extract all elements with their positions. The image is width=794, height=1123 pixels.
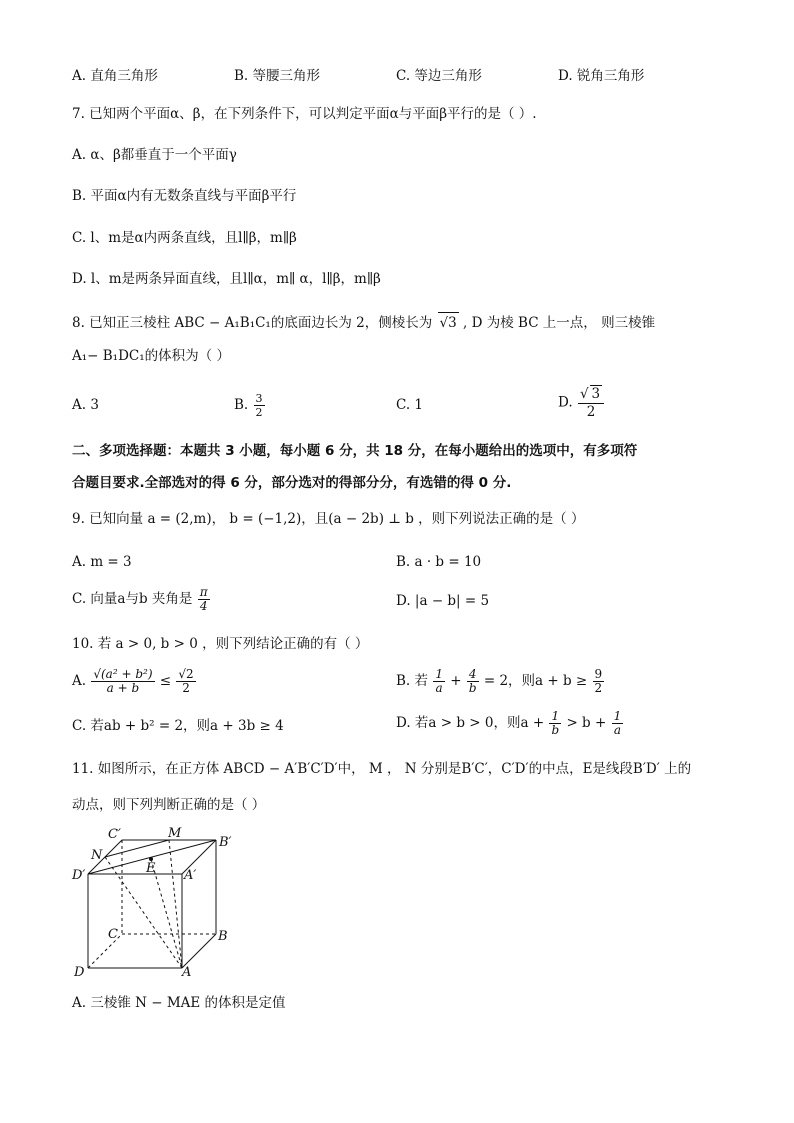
label-c1: C′ bbox=[108, 827, 121, 842]
q9-option-d: D. |a − b| = 5 bbox=[396, 593, 490, 609]
label-b: B bbox=[218, 929, 228, 944]
fraction-numerator: 1 bbox=[613, 709, 622, 723]
fraction-denominator: a bbox=[613, 723, 621, 737]
q8-option-a: A. 3 bbox=[72, 397, 99, 413]
segment-e-a bbox=[151, 859, 182, 968]
q8-stem-part2: , D 为棱 BC 上一点， 则三棱锥 bbox=[463, 315, 656, 331]
label-d1: D′ bbox=[72, 868, 86, 883]
q10-option-d bbox=[396, 710, 624, 737]
fraction-denominator: 2 bbox=[594, 681, 603, 695]
q7-option-a: A. α、β都垂直于一个平面γ bbox=[72, 147, 237, 163]
fraction-denominator: 4 bbox=[199, 599, 208, 613]
q6-option-b: B. 等腰三角形 bbox=[234, 68, 321, 84]
q9-option-c bbox=[72, 586, 211, 613]
fraction-denominator: b bbox=[468, 681, 477, 695]
label-b1: B′ bbox=[219, 835, 232, 850]
fraction-numerator: √ 3 bbox=[578, 385, 604, 404]
label-n: N bbox=[91, 848, 103, 863]
q10-option-b-label: B. 若 bbox=[396, 673, 429, 689]
label-c: C bbox=[108, 927, 118, 942]
segment-n-m bbox=[105, 840, 169, 857]
q9-stem: 9. 已知向量 a = (2,m)， b = (−1,2)，且(a − 2b) ⊥ b ，则下列说法正确的是（ ） bbox=[72, 511, 585, 527]
q10-option-b-frac3 bbox=[593, 668, 605, 695]
q8-option-b-label: B. bbox=[234, 397, 249, 413]
label-a: A bbox=[182, 965, 192, 980]
q9-option-b: B. a · b = 10 bbox=[396, 554, 482, 570]
q8-option-c: C. 1 bbox=[396, 397, 424, 413]
fraction-denominator: a + b bbox=[106, 681, 140, 695]
q10-option-a-frac2 bbox=[176, 668, 195, 695]
q10-option-d-label: D. 若a > b > 0，则a + bbox=[396, 715, 545, 731]
fraction-numerator: 4 bbox=[467, 668, 479, 682]
q9-option-c-fraction bbox=[198, 586, 210, 613]
q10-stem: 10. 若 a > 0, b > 0 ，则下列结论正确的有（ ） bbox=[72, 636, 369, 652]
fraction-denominator: 2 bbox=[255, 406, 263, 419]
q9-option-a: A. m = 3 bbox=[72, 554, 132, 570]
q10-option-b-plus: + bbox=[450, 673, 462, 689]
q8-sqrt: √3 bbox=[438, 312, 459, 333]
fraction-numerator: 1 bbox=[435, 667, 443, 681]
edge-a-b bbox=[182, 934, 216, 968]
q10-option-d-frac2 bbox=[612, 710, 624, 737]
section2-header-line1: 二、多项选择题：本题共 3 小题，每小题 6 分，共 18 分，在每小题给出的选项中，有多项符 bbox=[72, 443, 638, 459]
label-a1: A′ bbox=[184, 868, 197, 883]
fraction-denominator: b bbox=[551, 723, 560, 737]
q10-option-b-frac2 bbox=[467, 668, 479, 695]
cube-diagram bbox=[66, 824, 246, 984]
section2-header-line2: 合题目要求.全部选对的得 6 分，部分选对的得部分分，有选错的得 0 分. bbox=[72, 475, 512, 491]
label-m: M bbox=[168, 826, 182, 841]
q9-option-c-text: C. 向量a与b 夹角是 bbox=[72, 591, 193, 607]
q8-option-d bbox=[558, 385, 605, 421]
fraction-denominator: a bbox=[435, 681, 443, 695]
fraction-numerator: √2 bbox=[178, 667, 194, 681]
q10-option-a-relation: ≤ bbox=[159, 673, 172, 689]
fraction-denominator: 2 bbox=[182, 681, 190, 695]
q8-stem-part1: 8. 已知正三棱柱 ABC − A₁B₁C₁的底面边长为 2，侧棱长为 bbox=[72, 315, 433, 331]
fraction-numerator: √(a² + b²) bbox=[93, 667, 153, 681]
q8-stem bbox=[72, 312, 655, 333]
label-d: D bbox=[74, 965, 85, 980]
q7-option-d: D. l、m是两条异面直线，且l∥α，m∥ α，l∥β，m∥β bbox=[72, 271, 381, 287]
q10-option-d-frac1 bbox=[549, 710, 561, 737]
q11-stem-line1: 11. 如图所示，在正方体 ABCD − A′B′C′D′中， M ， N 分别是B′C′，C′D′的中点，E是线段B′D′ 上的 bbox=[72, 761, 692, 777]
q8-stem-line2: A₁− B₁DC₁的体积为（ ） bbox=[72, 348, 230, 364]
q6-option-a: A. 直角三角形 bbox=[72, 68, 158, 84]
q7-option-c: C. l、m是α内两条直线，且l∥β，m∥β bbox=[72, 230, 297, 246]
q8-sqrt-value: 3 bbox=[448, 315, 457, 331]
q10-option-a bbox=[72, 668, 197, 695]
fraction-numerator: 1 bbox=[549, 710, 561, 724]
q10-option-c: C. 若ab + b² = 2，则a + 3b ≥ 4 bbox=[72, 718, 284, 734]
q8-option-d-label: D. bbox=[558, 394, 573, 411]
q10-option-b bbox=[396, 668, 605, 695]
q10-option-a-frac1 bbox=[91, 668, 154, 695]
q6-option-c: C. 等边三角形 bbox=[396, 68, 482, 84]
q11-stem-line2: 动点，则下列判断正确的是（ ） bbox=[72, 797, 266, 813]
fraction-numerator: 9 bbox=[594, 667, 603, 681]
q6-option-d: D. 锐角三角形 bbox=[558, 68, 645, 84]
q10-option-a-label: A. bbox=[72, 673, 87, 689]
q11-option-a: A. 三棱锥 N − MAE 的体积是定值 bbox=[72, 995, 286, 1011]
q10-option-b-frac1 bbox=[433, 668, 445, 695]
segment-m-a bbox=[169, 840, 182, 968]
q10-option-b-mid: = 2，则a + b ≥ bbox=[483, 673, 588, 689]
q8-option-b-fraction bbox=[254, 392, 265, 419]
q8-option-d-fraction bbox=[578, 385, 604, 421]
fraction-numerator: 3 bbox=[255, 392, 263, 405]
q8-option-b bbox=[234, 392, 266, 419]
q7-stem: 7. 已知两个平面α、β，在下列条件下，可以判定平面α与平面β平行的是（ ）. bbox=[72, 106, 537, 122]
sqrt-value: 3 bbox=[591, 386, 601, 402]
fraction-denominator: 2 bbox=[586, 404, 596, 420]
label-e: E bbox=[146, 861, 156, 876]
q7-option-b: B. 平面α内有无数条直线与平面β平行 bbox=[72, 188, 297, 204]
q10-option-d-mid: > b + bbox=[566, 715, 607, 731]
fraction-numerator: π bbox=[199, 585, 208, 599]
